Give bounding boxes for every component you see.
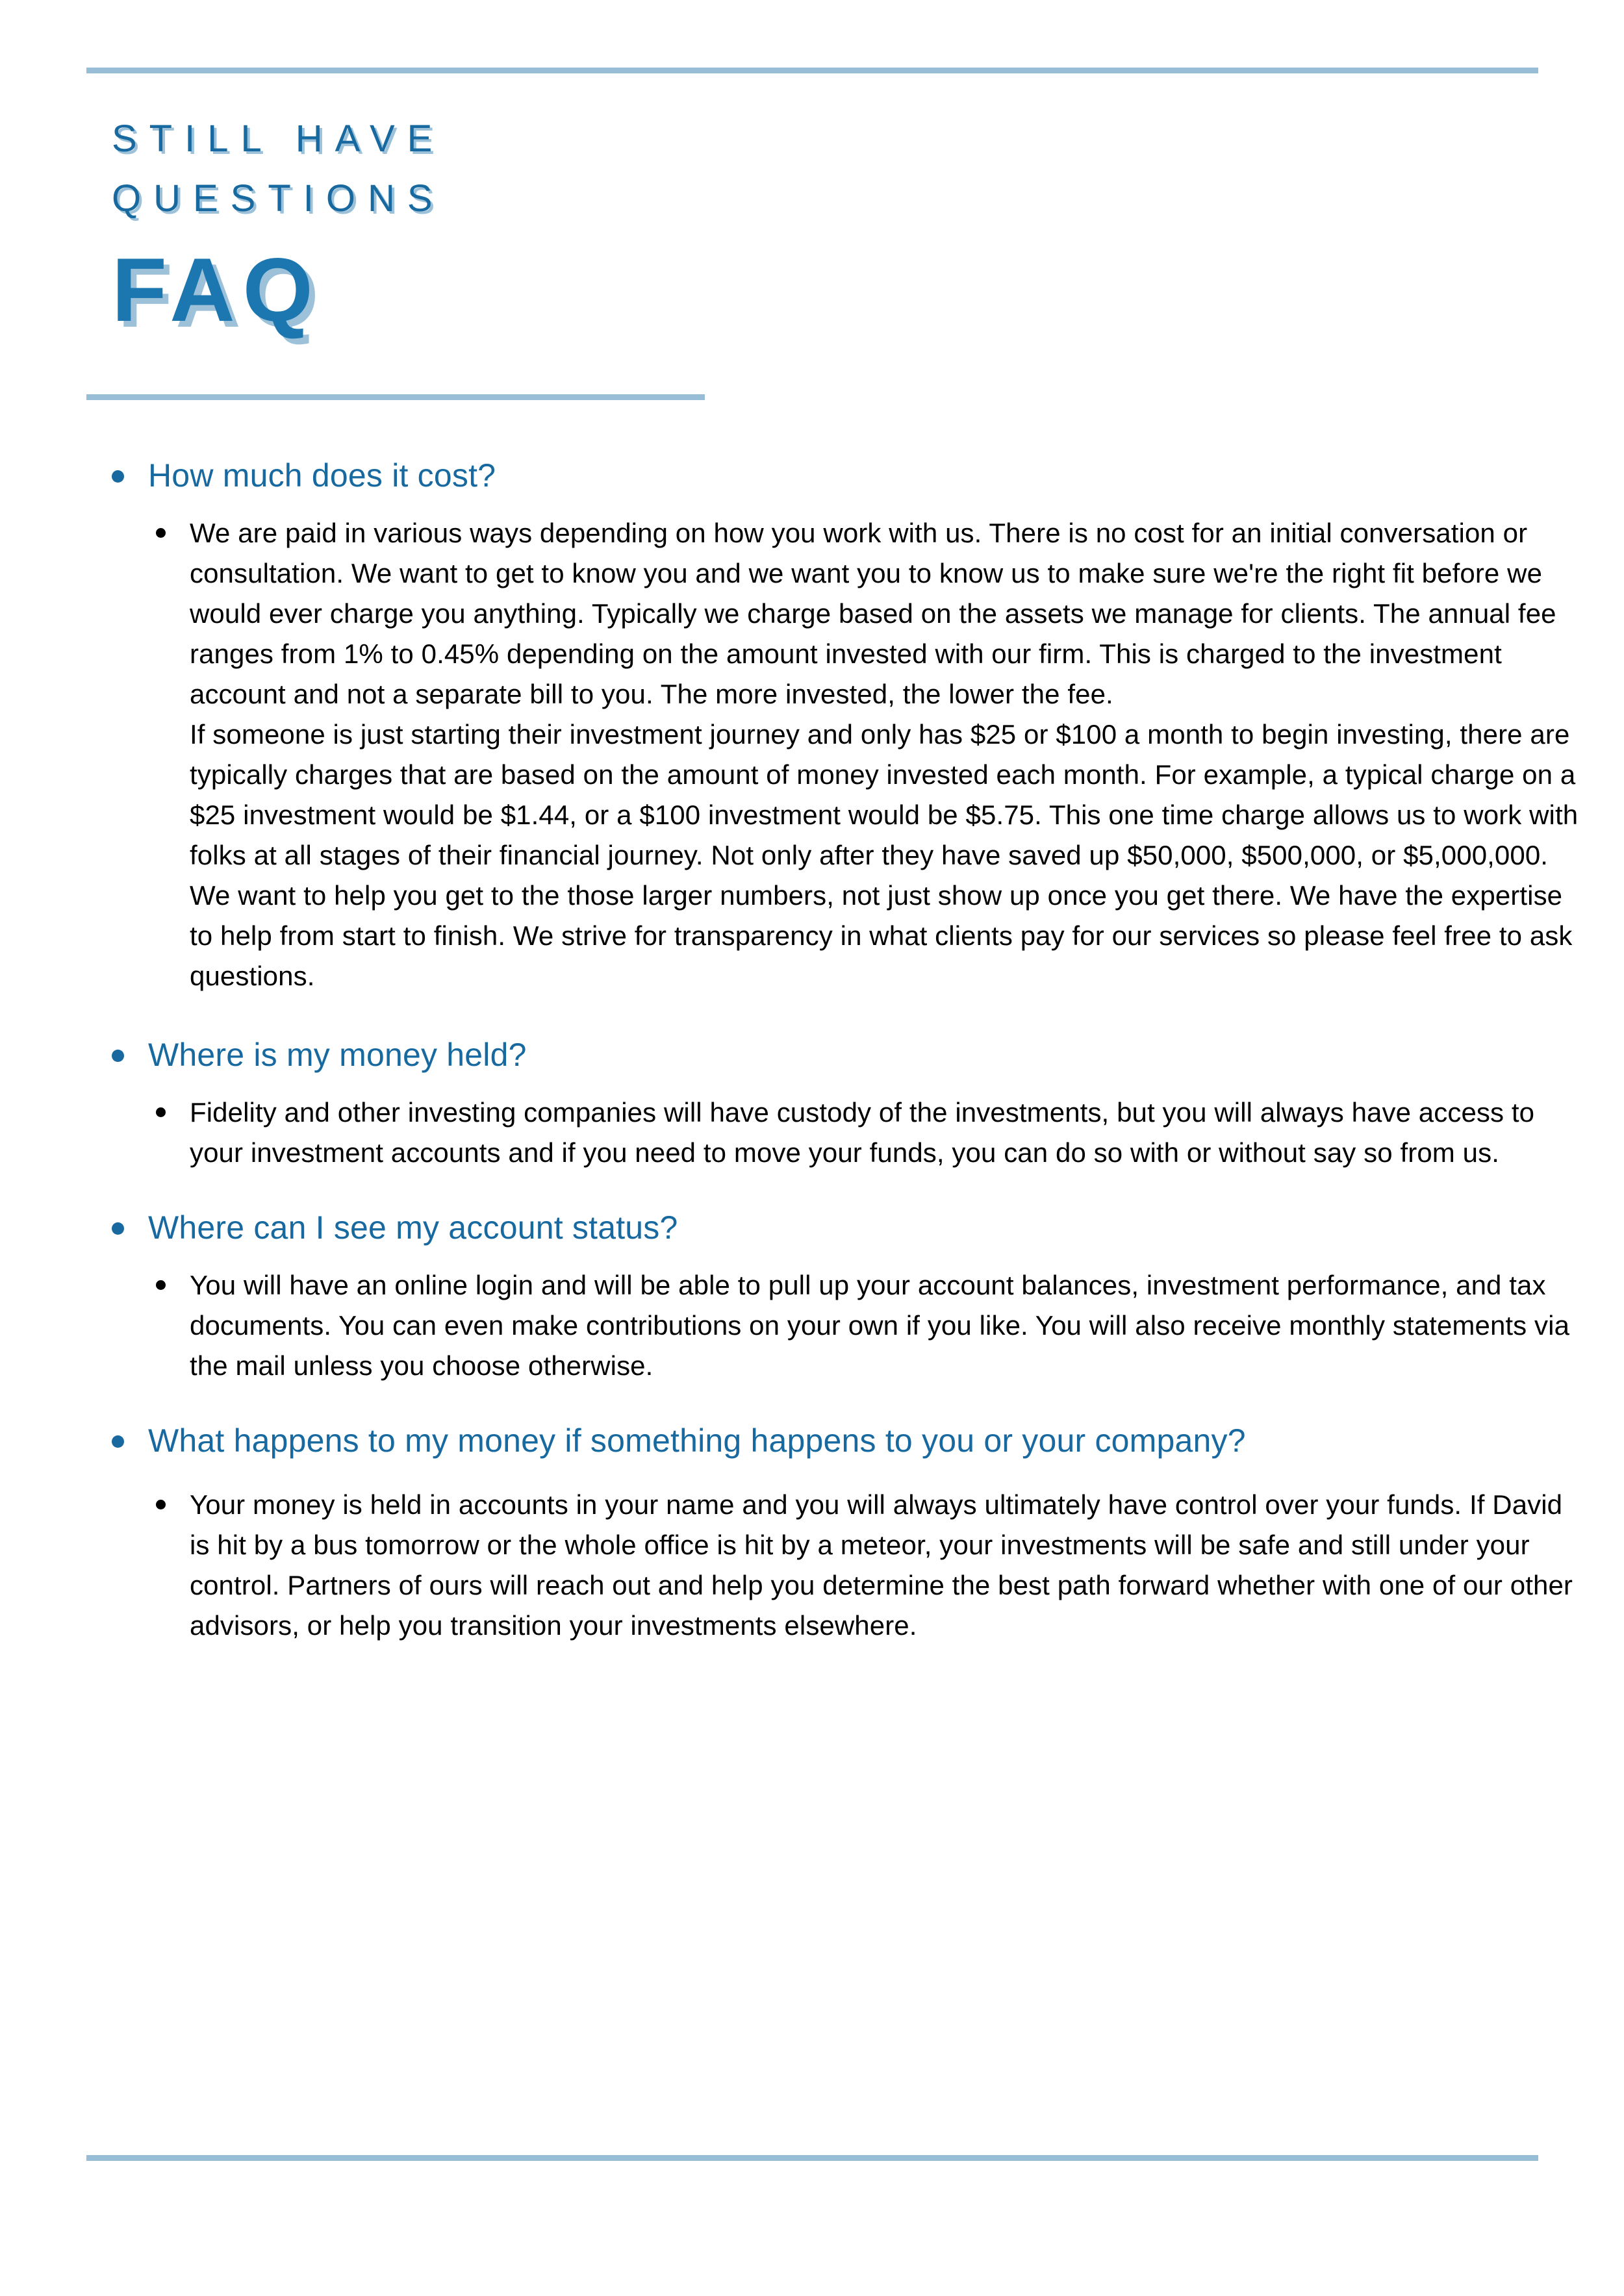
eyebrow-line-1: STILL HAVE bbox=[112, 118, 445, 160]
bullet-icon bbox=[156, 1280, 166, 1290]
bullet-icon bbox=[112, 1435, 124, 1448]
page-header bbox=[112, 109, 1021, 339]
top-divider-rule bbox=[86, 68, 1538, 73]
faq-question-row[interactable] bbox=[0, 1207, 1624, 1248]
faq-answer-row bbox=[0, 513, 1624, 996]
faq-answer-row bbox=[0, 1092, 1624, 1173]
faq-answer-text bbox=[190, 1265, 1580, 1386]
faq-question-text: Where is my money held? bbox=[148, 1037, 527, 1073]
faq-answer-paragraph: If someone is just starting their investment journey and only has $25 or $100 a month to begin investing, there are typically charges that are based on the amount of money invested each month. For example, a typical charge on a $25 investment would be $1.44, or a $100 investment would be $5.75. This one time charge allows us to work with folks at all stages of their financial journey. Not only after they have saved up $50,000, $500,000, or $5,000,000. We want to help you get to the those larger numbers, not just show up once you get there. We have the expertise to help from start to finish. We strive for transparency in what clients pay for our services so please feel free to ask questions. bbox=[190, 719, 1579, 991]
faq-answer-paragraph: You will have an online login and will be able to pull up your account balances, investment performance, and tax documents. You can even make contributions on your own if you like. You will also receive monthly statements via the mail unless you choose otherwise. bbox=[190, 1270, 1570, 1381]
eyebrow-line-2: QUESTIONS bbox=[112, 177, 445, 220]
faq-list bbox=[0, 455, 1624, 1676]
bottom-divider-rule bbox=[86, 2155, 1538, 2161]
title-underline-rule bbox=[86, 394, 705, 400]
faq-answer-row bbox=[0, 1485, 1624, 1646]
faq-answer-paragraph: Fidelity and other investing companies will have custody of the investments, but you will always have access to your investment accounts and if you need to move your funds, you can do so with or without say so from us. bbox=[190, 1097, 1535, 1168]
faq-answer-text bbox=[190, 1092, 1580, 1173]
faq-item bbox=[0, 455, 1624, 996]
faq-question-row[interactable] bbox=[0, 1034, 1624, 1076]
faq-answer-text bbox=[190, 1485, 1580, 1646]
faq-answer-paragraph: We are paid in various ways depending on how you work with us. There is no cost for an initial conversation or consultation. We want to get to know you and we want you to know us to make sure we're the right fit before we would ever charge you anything. Typically we charge based on the assets we manage for clients. The annual fee ranges from 1% to 0.45% depending on the amount invested with our firm. This is charged to the investment account and not a separate bill to you. The more invested, the lower the fee. bbox=[190, 518, 1556, 709]
bullet-icon bbox=[112, 1050, 124, 1062]
faq-question-text: What happens to my money if something happens to you or your company? bbox=[148, 1422, 1246, 1459]
faq-answer-row bbox=[0, 1265, 1624, 1386]
faq-question-text: Where can I see my account status? bbox=[148, 1209, 678, 1246]
bullet-icon bbox=[156, 1107, 166, 1117]
faq-question-row[interactable] bbox=[0, 1420, 1624, 1461]
page-title: FAQ bbox=[112, 240, 321, 340]
faq-item bbox=[0, 1034, 1624, 1173]
faq-answer-text bbox=[190, 513, 1580, 996]
bullet-icon bbox=[112, 470, 124, 483]
faq-answer-paragraph: Your money is held in accounts in your name and you will always ultimately have control over your funds. If David is hit by a bus tomorrow or the whole office is hit by a meteor, your investments will be safe and still under your control. Partners of ours will reach out and help you determine the best path forward whether with one of our other advisors, or help you transition your investments elsewhere. bbox=[190, 1489, 1573, 1641]
bullet-icon bbox=[156, 1500, 166, 1509]
faq-question-text: How much does it cost? bbox=[148, 457, 496, 494]
faq-item bbox=[0, 1420, 1624, 1646]
bullet-icon bbox=[112, 1222, 124, 1235]
faq-question-row[interactable] bbox=[0, 455, 1624, 496]
faq-item bbox=[0, 1207, 1624, 1386]
bullet-icon bbox=[156, 528, 166, 538]
